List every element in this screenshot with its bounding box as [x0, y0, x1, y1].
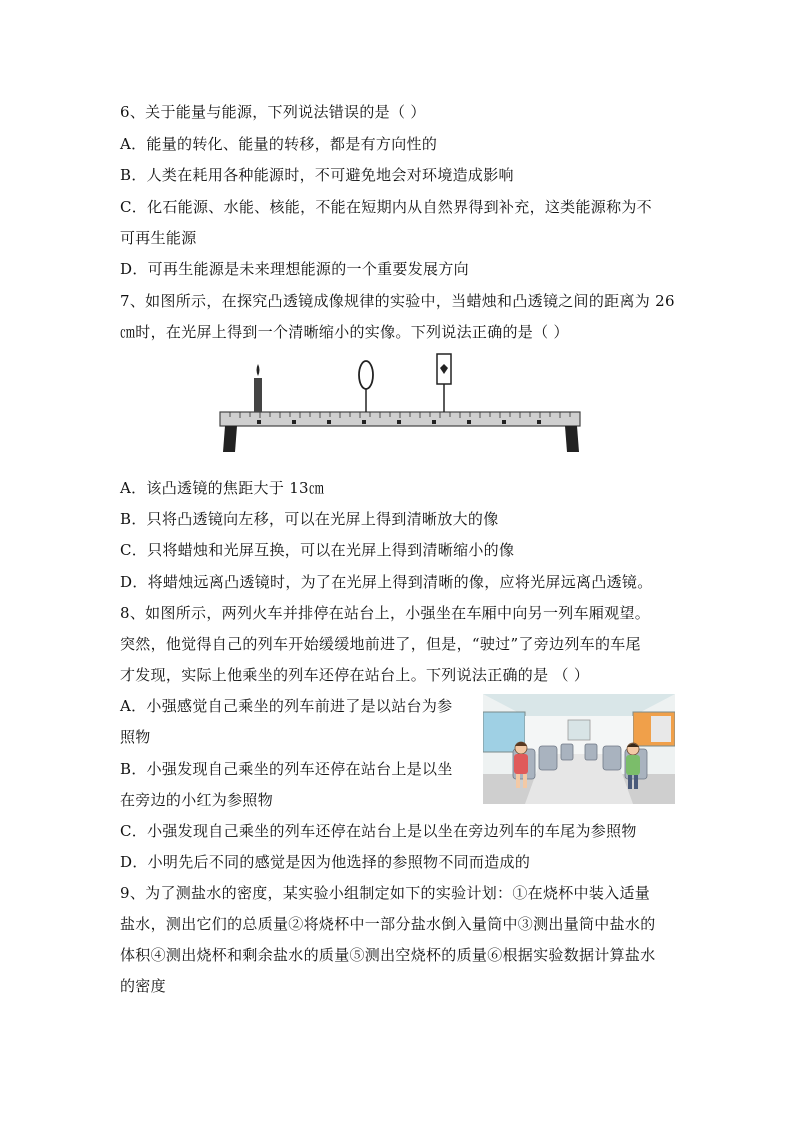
q9-line2: 盐水，测出它们的总质量②将烧杯中一部分盐水倒入量筒中③测出量筒中盐水的 — [120, 915, 656, 933]
q6-option-b: B．人类在耗用各种能源时，不可避免地会对环境造成影响 — [120, 166, 514, 184]
q8-option-b-line2: 在旁边的小红为参照物 — [120, 791, 274, 809]
q8-option-a-line2: 照物 — [120, 728, 151, 746]
q6-option-a: A．能量的转化、能量的转移，都是有方向性的 — [120, 135, 438, 153]
q8-stem-line3: 才发现，实际上他乘坐的列车还停在站台上。下列说法正确的是 （ ） — [120, 666, 590, 684]
light-screen — [437, 354, 451, 412]
q8-stem-line1: 8、如图所示，两列火车并排停在站台上，小强坐在车厢中向另一列车厢观望。 — [120, 604, 651, 622]
q8-option-b-line1: B．小强发现自己乘坐的列车还停在站台上是以坐 — [120, 760, 453, 778]
q7-stem-line1: 7、如图所示，在探究凸透镜成像规律的实验中，当蜡烛和凸透镜之间的距离为 26 — [120, 292, 675, 310]
q9-line1: 9、为了测盐水的密度，某实验小组制定如下的实验计划：①在烧杯中装入适量 — [120, 884, 651, 902]
train-carriage-illustration — [483, 694, 675, 804]
q7-option-c: C．只将蜡烛和光屏互换，可以在光屏上得到清晰缩小的像 — [120, 541, 515, 559]
q9-line4: 的密度 — [120, 977, 166, 995]
q7-stem-line2: ㎝时，在光屏上得到一个清晰缩小的实像。下列说法正确的是（ ） — [120, 323, 569, 341]
optical-bench-figure — [215, 350, 585, 455]
q6-option-c-line2: 可再生能源 — [120, 229, 197, 247]
q8-option-d: D．小明先后不同的感觉是因为他选择的参照物不同而造成的 — [120, 853, 531, 871]
q7-option-b: B．只将凸透镜向左移，可以在光屏上得到清晰放大的像 — [120, 510, 499, 528]
candle — [254, 364, 262, 412]
q7-option-a: A．该凸透镜的焦距大于 13㎝ — [120, 479, 325, 497]
q9-line3: 体积④测出烧杯和剩余盐水的质量⑤测出空烧杯的质量⑥根据实验数据计算盐水 — [120, 946, 656, 964]
q7-option-d: D．将蜡烛远离凸透镜时，为了在光屏上得到清晰的像，应将光屏远离凸透镜。 — [120, 573, 653, 591]
q8-option-a-line1: A．小强感觉自己乘坐的列车前进了是以站台为参 — [120, 697, 453, 715]
q6-option-c-line1: C．化石能源、水能、核能，不能在短期内从自然界得到补充，这类能源称为不 — [120, 198, 652, 216]
convex-lens — [359, 361, 373, 412]
q6-option-d: D．可再生能源是未来理想能源的一个重要发展方向 — [120, 260, 469, 278]
q8-option-c: C．小强发现自己乘坐的列车还停在站台上是以坐在旁边列车的车尾为参照物 — [120, 822, 637, 840]
q8-stem-line2: 突然，他觉得自己的列车开始缓缓地前进了，但是，“驶过”了旁边列车的车尾 — [120, 635, 641, 653]
q6-stem: 6、关于能量与能源，下列说法错误的是（ ） — [120, 103, 426, 121]
optical-bench-rail — [220, 412, 580, 452]
